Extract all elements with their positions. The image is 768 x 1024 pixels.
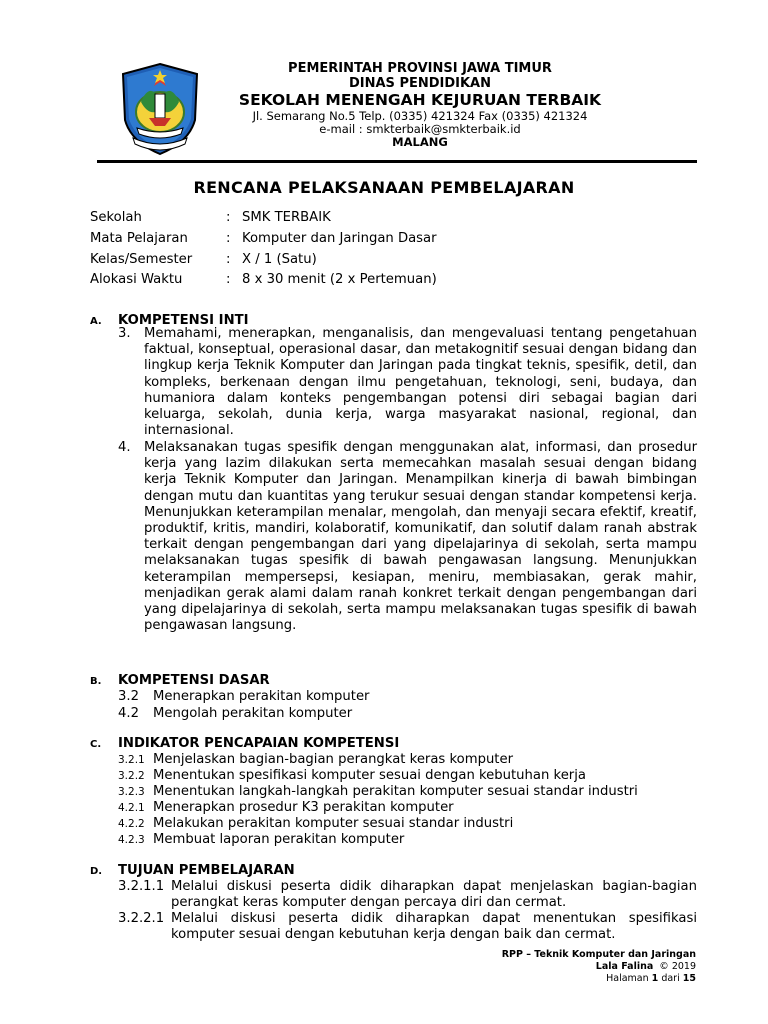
list-item: Mengolah perakitan komputer — [153, 706, 353, 721]
section-letter: D. — [90, 866, 103, 877]
list-item: Menentukan langkah-langkah perakitan komputer sesuai standar industri — [153, 784, 638, 799]
list-item: Melaksanakan tugas spesifik dengan menggunakan alat, informasi, dan prosedur kerja yang lazim dilakukan serta memecahkan masalah sesuai dengan bidang kerja Teknik Komputer dan Jaringan. Menampilkan kinerja di bawah bimbingan dengan mutu dan kuantitas yang terukur sesuai dengan standar kompetensi kerja. Menunjukkan keterampilan menalar, mengolah, dan menyaji secara efektif, kreatif, produktif, kritis, mandiri, kolaboratif, komunikatif, dan solutif dalam ranah abstrak terkait dengan pengembangan dari yang dipelajarinya di sekolah, serta mampu melaksanakan tugas spesifik di bawah pengawasan langsung. Menunjukkan keterampilan mempersepsi, kesiapan, meniru, membiasakan, gerak mahir, menjadikan gerak alami dalam ranah konkret terkait dengan pengembangan dari yang dipelajarinya di sekolah, serta mampu melaksanakan tugas spesifik di bawah pengawasan langsung. — [144, 440, 697, 634]
footer-page-prefix: Halaman — [606, 973, 649, 984]
header-email: e-mail : smkterbaik@smkterbaik.id — [319, 122, 521, 136]
footer-document-title: RPP – Teknik Komputer dan Jaringan — [501, 949, 696, 960]
list-number: 4.2.2 — [118, 818, 145, 830]
section-letter: B. — [90, 676, 102, 687]
identity-row — [90, 231, 437, 246]
identity-row — [90, 272, 437, 287]
section-letter: C. — [90, 739, 102, 750]
identity-label: Alokasi Waktu — [90, 272, 183, 287]
footer-author: Lala Falina — [595, 961, 654, 972]
footer-year: © 2019 — [659, 961, 696, 972]
identity-colon: : — [226, 252, 231, 267]
header-city: MALANG — [392, 135, 448, 149]
footer-page-mid: dari — [661, 973, 680, 984]
identity-label: Mata Pelajaran — [90, 231, 188, 246]
identity-colon: : — [226, 210, 231, 225]
section-d-heading — [90, 863, 295, 878]
list-item: Memahami, menerapkan, menganalisis, dan mengevaluasi tentang pengetahuan faktual, konseptual, operasional dasar, dan metakognitif sesuai dengan bidang dan lingkup kerja Teknik Komputer dan Jaringan pada tingkat teknis, spesifik, detil, dan kompleks, berkenaan dengan ilmu pengetahuan, teknologi, seni, budaya, dan humaniora dalam konteks pengembangan potensi diri sebagai bagian dari keluarga, sekolah, dunia kerja, warga masyarakat nasional, regional, dan internasional. — [144, 326, 697, 439]
identity-colon: : — [226, 272, 231, 287]
identity-colon: : — [226, 231, 231, 246]
list-number: 3.2.2.1 — [118, 911, 165, 926]
list-number: 3.2.1 — [118, 754, 145, 766]
list-number: 4.2 — [118, 706, 139, 721]
footer-author-line — [502, 961, 696, 973]
footer-page-total: 15 — [682, 973, 696, 984]
section-c-heading — [90, 736, 399, 751]
identity-label: Sekolah — [90, 210, 142, 225]
section-b-heading — [90, 673, 270, 688]
list-item: Menerapkan perakitan komputer — [153, 689, 370, 704]
list-number: 3.2.2 — [118, 770, 145, 782]
identity-value: Komputer dan Jaringan Dasar — [242, 231, 437, 246]
section-letter: A. — [90, 316, 102, 327]
section-title: TUJUAN PEMBELAJARAN — [118, 863, 295, 878]
header-divider — [97, 160, 697, 163]
list-number: 3.2.3 — [118, 786, 145, 798]
section-title: INDIKATOR PENCAPAIAN KOMPETENSI — [118, 736, 400, 751]
page-title: RENCANA PELAKSANAAN PEMBELAJARAN — [193, 178, 575, 197]
identity-row — [90, 210, 331, 225]
list-item: Melalui diskusi peserta didik diharapkan dapat menjelaskan bagian-bagian perangkat keras komputer dengan percaya diri dan cermat. — [171, 879, 697, 910]
header-address: Jl. Semarang No.5 Telp. (0335) 421324 Fax (0335) 421324 — [252, 109, 588, 123]
list-number: 3.2.1.1 — [118, 879, 165, 894]
header-department: DINAS PENDIDIKAN — [348, 76, 492, 91]
list-item: Melalui diskusi peserta didik diharapkan dapat menentukan spesifikasi komputer sesuai dengan kebutuhan kerja dengan baik dan cermat. — [171, 911, 697, 942]
header-school-name: SEKOLAH MENENGAH KEJURUAN TERBAIK — [238, 91, 602, 109]
list-number: 4.2.3 — [118, 834, 145, 846]
section-title: KOMPETENSI DASAR — [118, 673, 270, 688]
page-footer — [502, 949, 696, 985]
identity-label: Kelas/Semester — [90, 252, 193, 267]
footer-page-number — [502, 973, 696, 985]
list-number: 3.2 — [118, 689, 139, 704]
footer-page-current: 1 — [651, 973, 659, 984]
list-item: Menjelaskan bagian-bagian perangkat keras komputer — [153, 752, 514, 767]
identity-value: SMK TERBAIK — [242, 210, 331, 225]
list-number: 3. — [118, 326, 131, 341]
identity-value: X / 1 (Satu) — [242, 252, 317, 267]
east-java-coat-of-arms-icon — [119, 62, 201, 156]
list-item: Melakukan perakitan komputer sesuai standar industri — [153, 816, 514, 831]
identity-row — [90, 252, 317, 267]
list-item: Menentukan spesifikasi komputer sesuai dengan kebutuhan kerja — [153, 768, 586, 783]
list-number: 4.2.1 — [118, 802, 145, 814]
identity-value: 8 x 30 menit (2 x Pertemuan) — [242, 272, 437, 287]
list-item: Membuat laporan perakitan komputer — [153, 832, 405, 847]
header-government: PEMERINTAH PROVINSI JAWA TIMUR — [288, 61, 552, 76]
list-item: Menerapkan prosedur K3 perakitan komputer — [153, 800, 454, 815]
list-number: 4. — [118, 440, 131, 455]
section-title: KOMPETENSI INTI — [118, 313, 249, 328]
